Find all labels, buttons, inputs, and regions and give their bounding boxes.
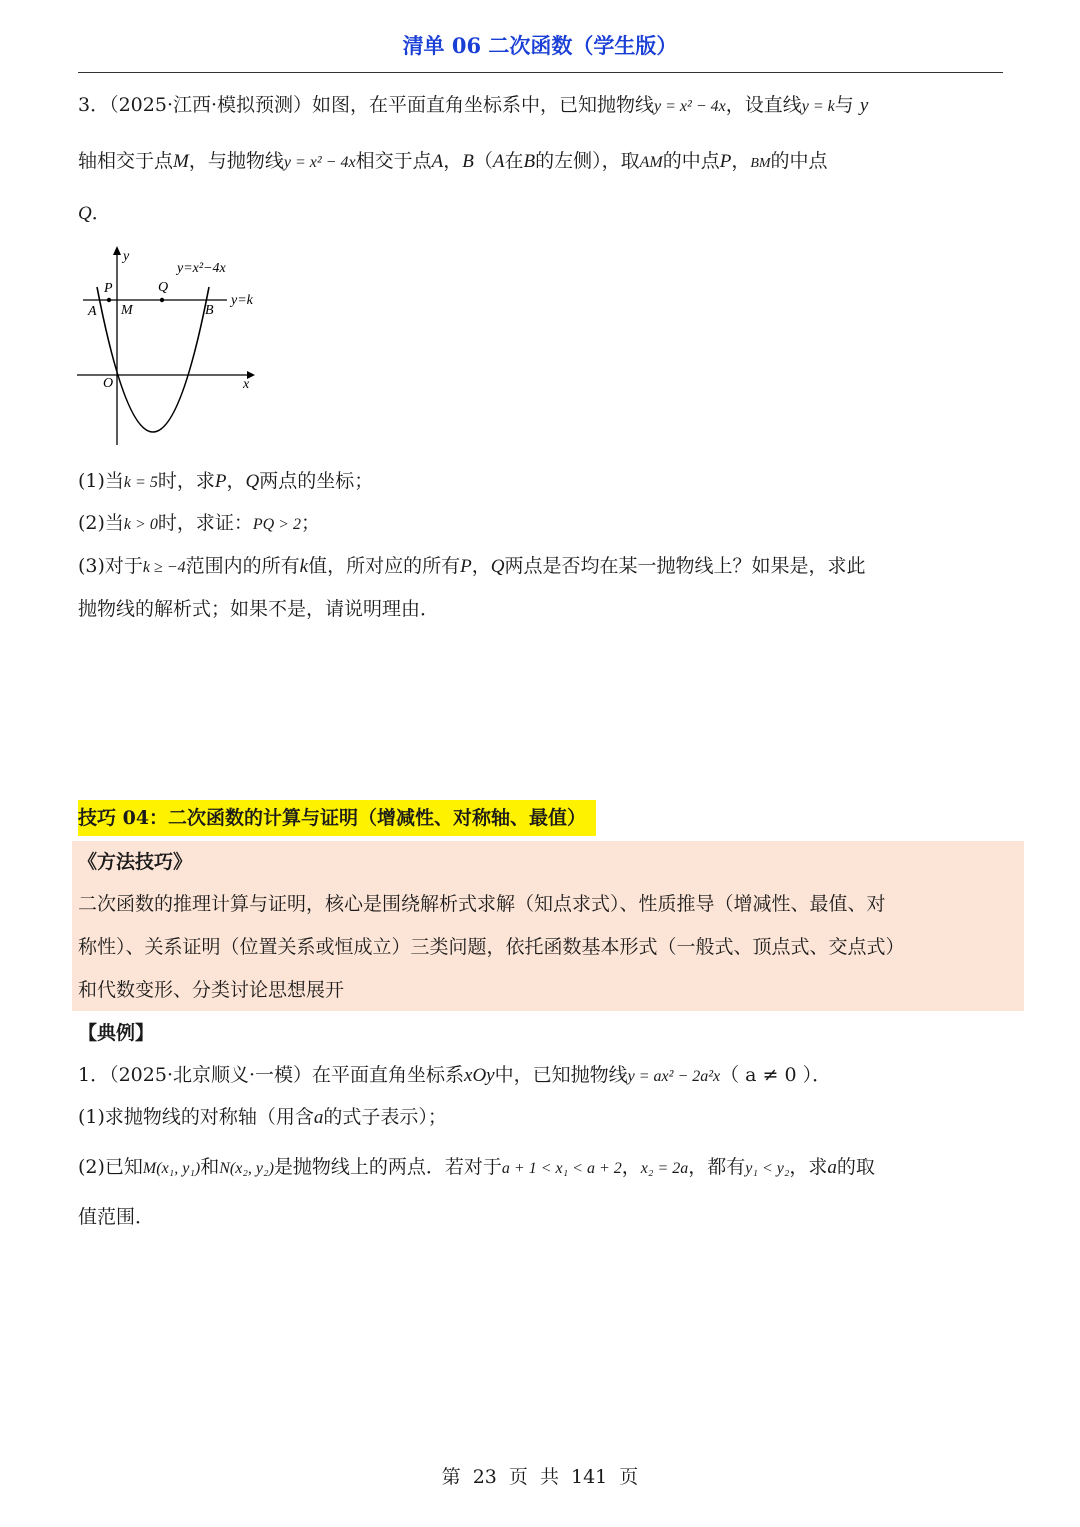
parabola-curve: [97, 287, 209, 432]
problem3-q3: (3)对于k ≥ −4范围内的所有k值，所对应的所有P，Q两点是否均在某一抛物线上？如果是，求此: [78, 555, 866, 577]
problem3-q3-cont: [78, 596, 439, 622]
parabola-figure: [75, 242, 275, 447]
segment-AM: AM: [639, 154, 663, 171]
point-Q-q1: Q: [245, 471, 260, 492]
text-frag: ，: [621, 1156, 641, 1178]
point-M: M: [173, 151, 189, 172]
point-B-2: B: [523, 151, 536, 172]
cond-a-nonzero: （ a ≠ 0 ）．: [720, 1064, 832, 1086]
eq-parabola-2: y = x² − 4x: [283, 154, 356, 171]
text-frag: 的取: [836, 1156, 875, 1178]
text-frag: ，都有: [688, 1156, 746, 1178]
plane-xOy: xOy: [464, 1065, 495, 1086]
eq-parabola: y = x² − 4x: [654, 98, 726, 115]
label-P: P: [104, 281, 113, 296]
problem3-line1: [78, 92, 868, 120]
point-M-example: M(x₁, y₁): [142, 1160, 201, 1177]
page-header-title: 清单 06 二次函数（学生版）: [402, 33, 678, 58]
ineq-y: y₁ < y₂: [745, 1160, 790, 1177]
point-P: P: [719, 151, 732, 172]
text-frag: 和: [200, 1156, 220, 1178]
text-frag: ，求: [789, 1156, 828, 1178]
method-title: 《方法技巧》: [78, 851, 193, 873]
text-frag: 两点是否均在某一抛物线上？如果是，求此: [504, 555, 866, 577]
problem3-q2: [78, 510, 320, 538]
text-frag: 范围内的所有: [185, 555, 300, 577]
text-frag: 与: [834, 94, 854, 116]
var-a: a: [313, 1107, 324, 1128]
page-number: 第 23 页 共 141 页: [441, 1466, 639, 1488]
point-N-example: N(x₂, y₂): [219, 1160, 274, 1177]
text-frag: 1．（2025·北京顺义·一模）在平面直角坐标系: [78, 1064, 465, 1086]
point-B: B: [462, 151, 474, 172]
text-frag: 值，所对应的所有: [308, 555, 461, 577]
eq-line: y = k: [801, 98, 835, 115]
label-curve: y=x²−4x: [177, 261, 226, 276]
text-frag: (2)已知: [78, 1156, 143, 1178]
ineq-x1: a + 1 < x₁ < a + 2: [501, 1160, 622, 1177]
method-line-1: 二次函数的推理计算与证明，核心是围绕解析式求解（知点求式）、性质推导（增减性、最值、对: [78, 893, 886, 915]
eq-example-parabola: y = ax² − 2a²x: [627, 1068, 721, 1085]
text-frag: ，设直线: [725, 94, 802, 116]
text-frag: 是抛物线上的两点．若对于: [273, 1156, 502, 1178]
segment-BM: BM: [750, 156, 771, 171]
label-B: B: [205, 303, 214, 318]
text-frag: 的式子表示）；: [323, 1106, 447, 1128]
text-frag: 的中点: [770, 150, 828, 172]
problem3-intro: 3．（2025·江西·模拟预测）如图，在平面直角坐标系中，已知抛物线: [78, 94, 655, 116]
example1-q2-cont: [78, 1204, 154, 1230]
text-frag: (1)当: [78, 470, 124, 492]
claim-PQ: PQ > 2: [252, 516, 301, 533]
cond-k-range: k ≥ −4: [142, 559, 186, 576]
label-Q: Q: [158, 280, 169, 295]
method-box: [72, 841, 1024, 1011]
point-P-q3: P: [460, 556, 472, 577]
problem3-line3: Q．: [78, 202, 111, 224]
text-frag: 值范围．: [78, 1206, 155, 1228]
label-O: O: [103, 376, 114, 391]
text-frag: 在: [504, 150, 524, 172]
point-P-q1: P: [214, 471, 227, 492]
example1-line1: [78, 1062, 831, 1090]
text-frag: ，与抛物线: [188, 150, 284, 172]
text-frag: 时，求证：: [157, 512, 253, 534]
problem3-line2: 轴相交于点M，与抛物线y = x² − 4x相交于点A，B（A在B的左侧），取AM的中点P，BM的中点: [78, 150, 828, 172]
example1-q1: [78, 1104, 447, 1131]
label-line: y=k: [231, 293, 253, 308]
cond-k-positive: k > 0: [123, 516, 158, 533]
text-frag: (1)求抛物线的对称轴（用含: [78, 1106, 314, 1128]
label-A: A: [88, 304, 97, 319]
text-frag: (3)对于: [78, 555, 143, 577]
text-frag: 抛物线的解析式；如果不是，请说明理由．: [78, 598, 440, 620]
text-frag: （: [473, 150, 493, 172]
var-a-2: a: [827, 1157, 837, 1178]
tip-heading: 技巧 04：二次函数的计算与证明（增减性、对称轴、最值）: [78, 800, 596, 836]
point-Q-q3: Q: [490, 556, 505, 577]
label-y: y: [123, 249, 130, 264]
method-line-2: 称性）、关系证明（位置关系或恒成立）三类问题，依托函数基本形式（一般式、顶点式、交点式）: [78, 936, 905, 958]
label-x: x: [243, 377, 250, 392]
text-frag: 的左侧），取: [535, 150, 640, 172]
point-Q: Q: [78, 203, 92, 224]
text-frag: 的中点: [662, 150, 720, 172]
point-A-2: A: [492, 151, 505, 172]
text-frag: 两点的坐标；: [259, 470, 374, 492]
example1-q2: [78, 1154, 875, 1182]
point-P-dot: [107, 298, 111, 302]
label-M: M: [121, 303, 133, 318]
header-divider: [78, 72, 1003, 73]
text-frag: 时，求: [157, 470, 215, 492]
text-frag: ；: [300, 512, 320, 534]
eq-x2: x₂ = 2a: [640, 1160, 689, 1177]
text-frag: 中，已知抛物线: [494, 1064, 628, 1086]
method-line-3: 和代数变形、分类讨论思想展开: [78, 979, 345, 1001]
text-frag: (2)当: [78, 512, 124, 534]
text-frag: 轴相交于点: [78, 150, 174, 172]
var-k: k: [299, 556, 309, 577]
cond-k5: k = 5: [123, 474, 158, 491]
text-frag: 相交于点: [355, 150, 432, 172]
problem3-q1: (1)当k = 5时，求P，Q两点的坐标；: [78, 470, 374, 492]
example-label: 【典例】: [78, 1022, 155, 1044]
point-Q-dot: [160, 298, 164, 302]
var-y: y: [859, 95, 869, 116]
y-axis-arrow-icon: [113, 246, 121, 255]
point-A: A: [431, 151, 444, 172]
